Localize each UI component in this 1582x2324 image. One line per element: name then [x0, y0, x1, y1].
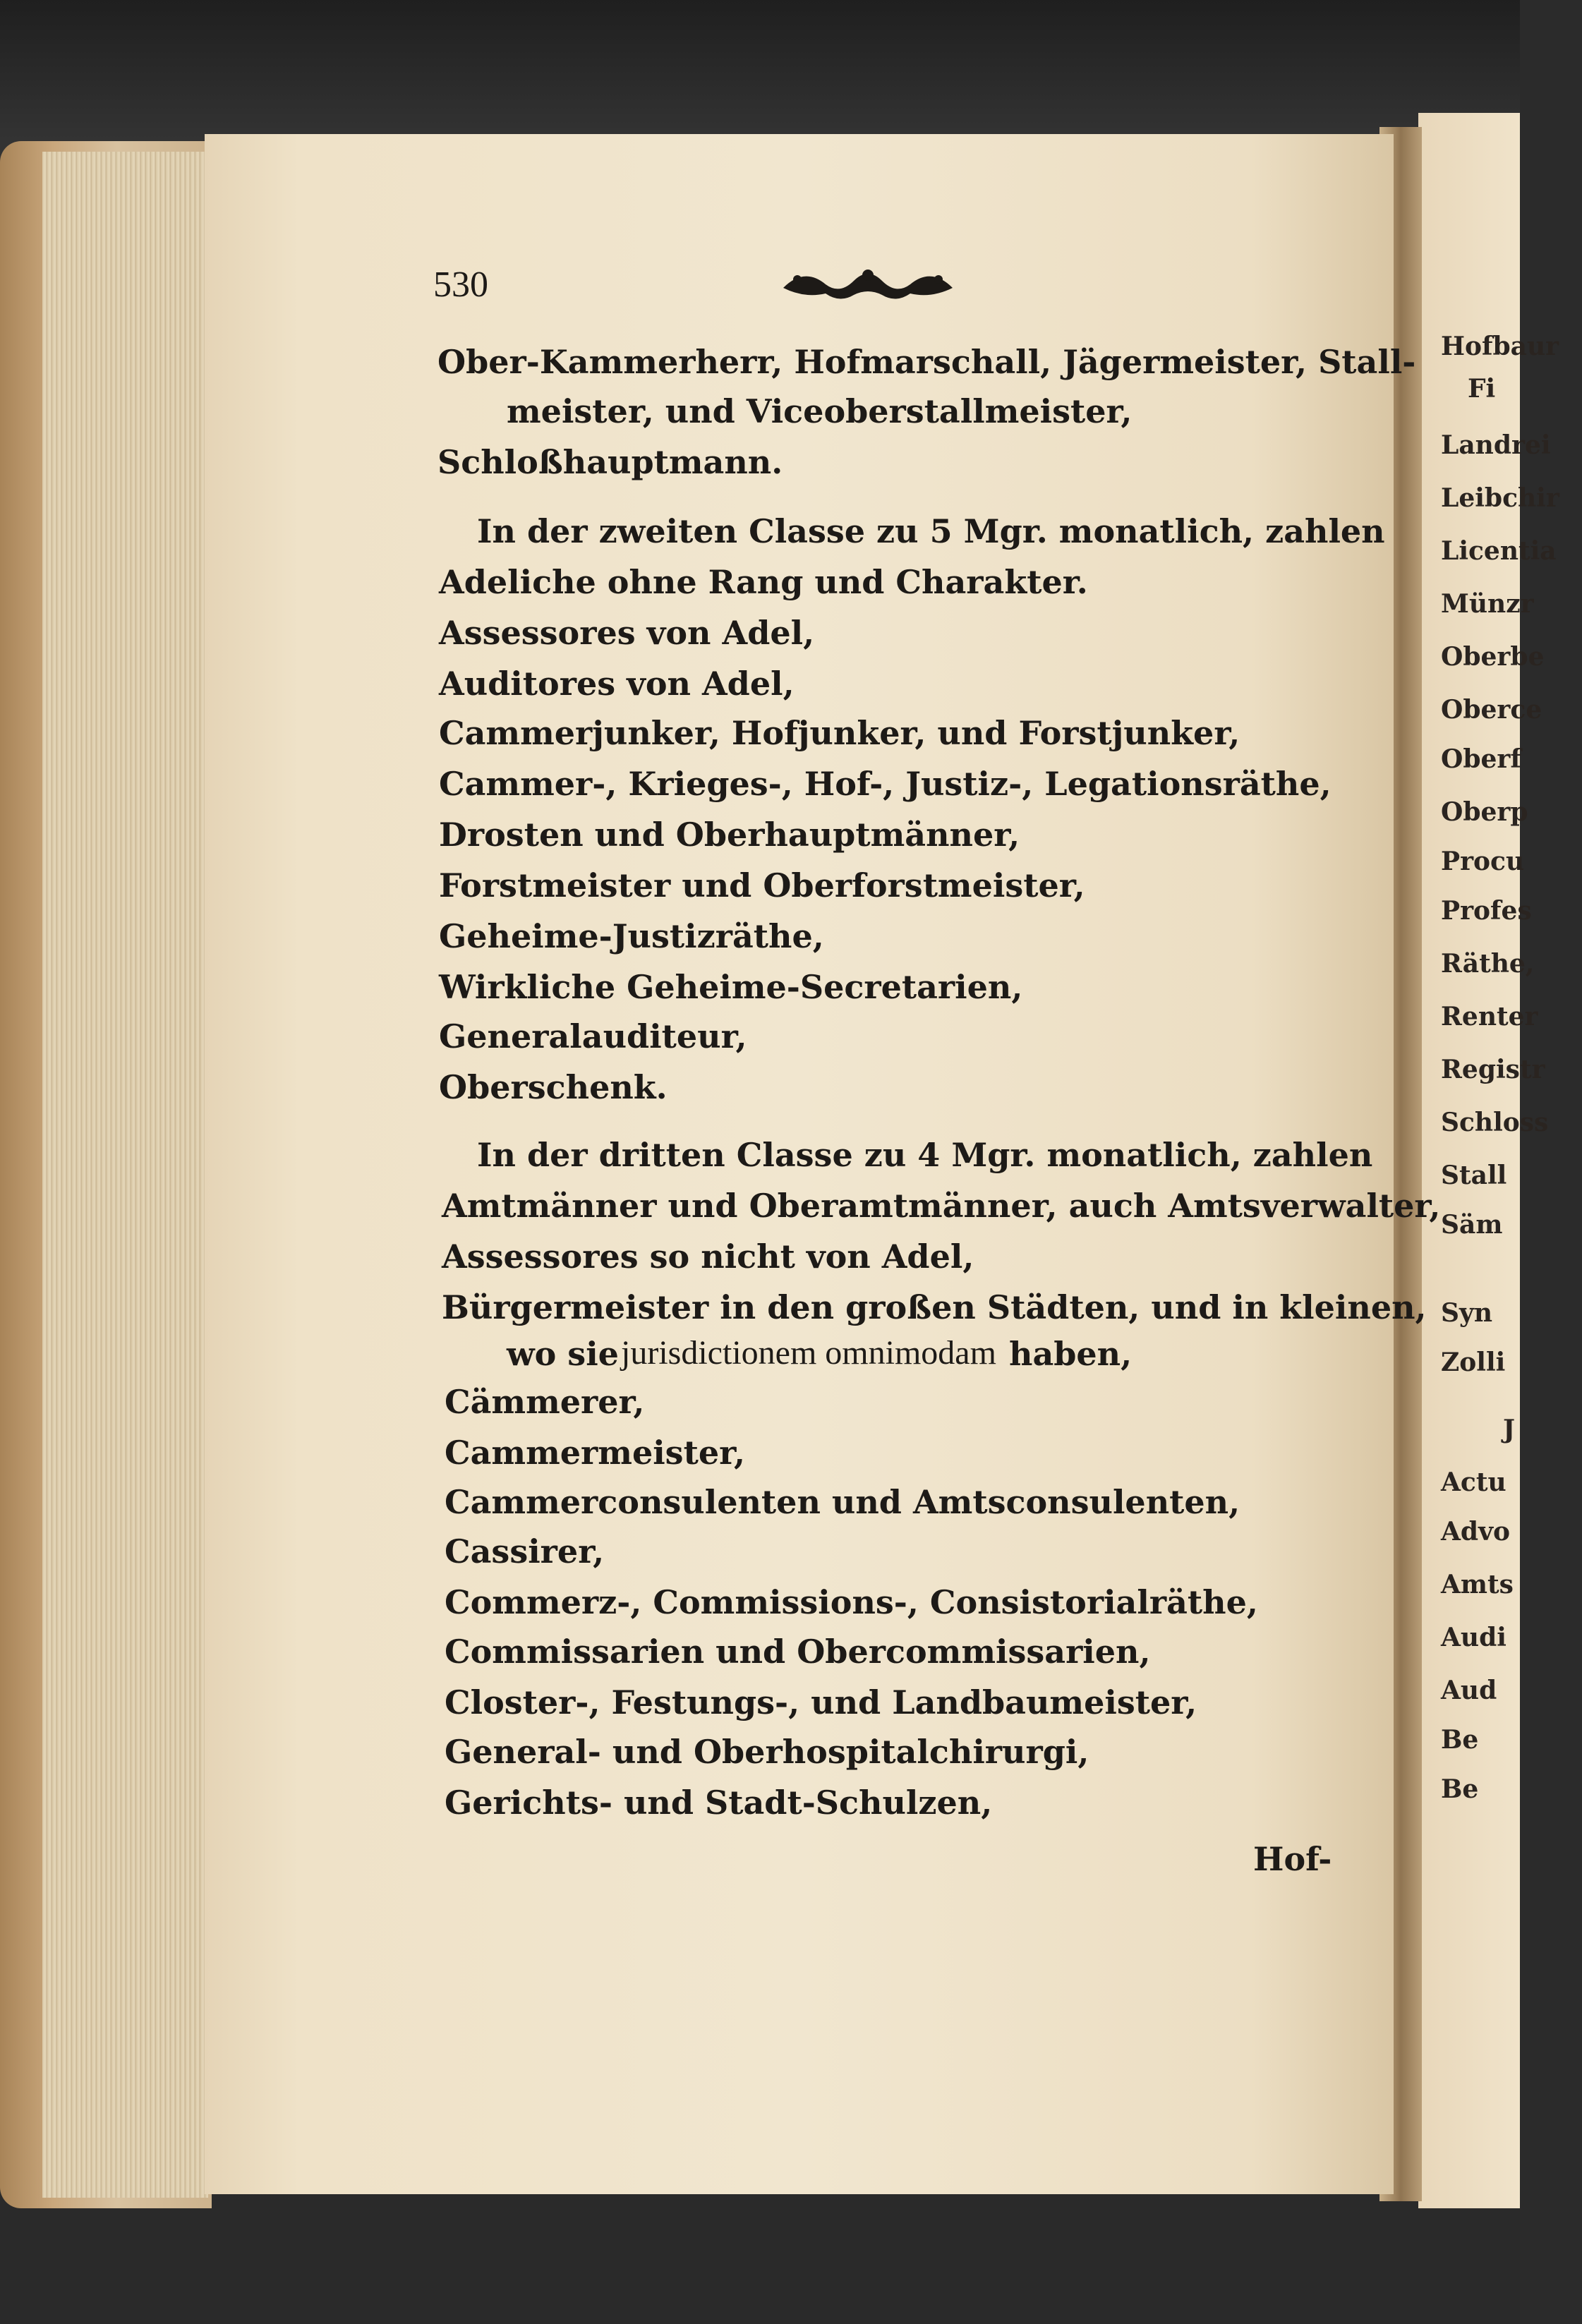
text-line: Closter-, Festungs-, und Landbaumeister,	[445, 1683, 1197, 1721]
text-line: Cammerconsulenten und Amtsconsulenten,	[445, 1483, 1240, 1521]
text-line: Generalauditeur,	[439, 1017, 747, 1055]
ornament-icon	[776, 260, 960, 309]
text-line: Auditores von Adel,	[439, 665, 795, 703]
facing-fragment: Stall	[1441, 1161, 1507, 1190]
facing-fragment: Leibchir	[1441, 483, 1559, 513]
facing-fragment: Hofbaur	[1441, 332, 1559, 361]
text-line: Schloßhauptmann.	[437, 443, 783, 481]
text-line: Forstmeister und Oberforstmeister,	[439, 866, 1085, 904]
catchword: Hof-	[1253, 1840, 1332, 1878]
text-line: Adeliche ohne Rang und Charakter.	[439, 563, 1088, 601]
facing-fragment: Landrei	[1441, 430, 1551, 460]
text-line: Oberschenk.	[439, 1068, 668, 1106]
facing-fragment: Syn	[1441, 1298, 1493, 1328]
facing-fragment: Profes	[1441, 896, 1532, 926]
text-line: Geheime-Justizräthe,	[439, 917, 824, 955]
facing-fragment: Säm	[1441, 1210, 1503, 1240]
facing-fragment: Procu	[1441, 847, 1525, 876]
text-line: General- und Oberhospitalchirurgi,	[445, 1733, 1089, 1771]
text-line: Commissarien und Obercommissarien,	[445, 1633, 1151, 1671]
facing-fragment: Aud	[1441, 1676, 1497, 1705]
facing-fragment: Räthe,	[1441, 949, 1535, 979]
text-line: Commerz-, Commissions-, Consistorialräthe,	[445, 1583, 1258, 1621]
facing-fragment: Amts	[1441, 1570, 1514, 1599]
facing-fragment: Zolli	[1441, 1348, 1506, 1377]
text-line: Wirkliche Geheime-Secretarien,	[439, 968, 1023, 1006]
facing-fragment: Schloss	[1441, 1108, 1549, 1137]
facing-fragment: Licentia	[1441, 536, 1557, 566]
facing-fragment: Oberf	[1441, 744, 1521, 774]
text-line: Cammermeister,	[445, 1434, 745, 1472]
text-line: Drosten und Oberhauptmänner,	[439, 816, 1020, 854]
page-edges	[42, 152, 208, 2198]
facing-fragment: Renter	[1441, 1002, 1538, 1031]
text-line: Cassirer,	[445, 1532, 605, 1570]
text-line: Cammer-, Krieges-, Hof-, Justiz-, Legationsräthe,	[439, 765, 1332, 803]
latin-phrase: jurisdictionem omnimodam	[621, 1334, 996, 1372]
facing-fragment: Fi	[1468, 374, 1496, 404]
text-line: Cammerjunker, Hofjunker, und Forstjunker,	[439, 714, 1240, 752]
text-line: Ober-Kammerherr, Hofmarschall, Jägermeister, Stall-	[437, 343, 1416, 381]
facing-fragment: J	[1503, 1415, 1516, 1444]
text-line: Cämmerer,	[445, 1383, 645, 1421]
text-line: Amtmänner und Oberamtmänner, auch Amtsverwalter,	[442, 1187, 1441, 1225]
text-line: Gerichts- und Stadt-Schulzen,	[445, 1784, 993, 1822]
text-line: Bürgermeister in den großen Städten, und in kleinen,	[442, 1288, 1427, 1326]
text-line: Assessores von Adel,	[439, 614, 815, 652]
text-line: haben,	[1009, 1335, 1133, 1373]
facing-fragment: Oberce	[1441, 695, 1542, 725]
section-heading: In der zweiten Classe zu 5 Mgr. monatlich, zahlen	[477, 512, 1385, 550]
text-line: Assessores so nicht von Adel,	[442, 1237, 974, 1276]
facing-fragment: Oberbe	[1441, 642, 1545, 672]
facing-fragment: Registr	[1441, 1055, 1545, 1084]
text-line: meister, und Viceoberstallmeister,	[507, 392, 1133, 430]
facing-fragment: Be	[1441, 1774, 1479, 1804]
section-heading: In der dritten Classe zu 4 Mgr. monatlich, zahlen	[477, 1136, 1373, 1174]
facing-fragment: Actu	[1441, 1467, 1506, 1497]
facing-fragment: Münzr	[1441, 589, 1534, 619]
text-line: wo sie	[507, 1335, 619, 1373]
facing-fragment: Oberp	[1441, 797, 1528, 827]
facing-fragment: Be	[1441, 1725, 1479, 1755]
page-number: 530	[433, 265, 488, 305]
facing-fragment: Advo	[1441, 1517, 1511, 1547]
facing-fragment: Audi	[1441, 1623, 1506, 1652]
